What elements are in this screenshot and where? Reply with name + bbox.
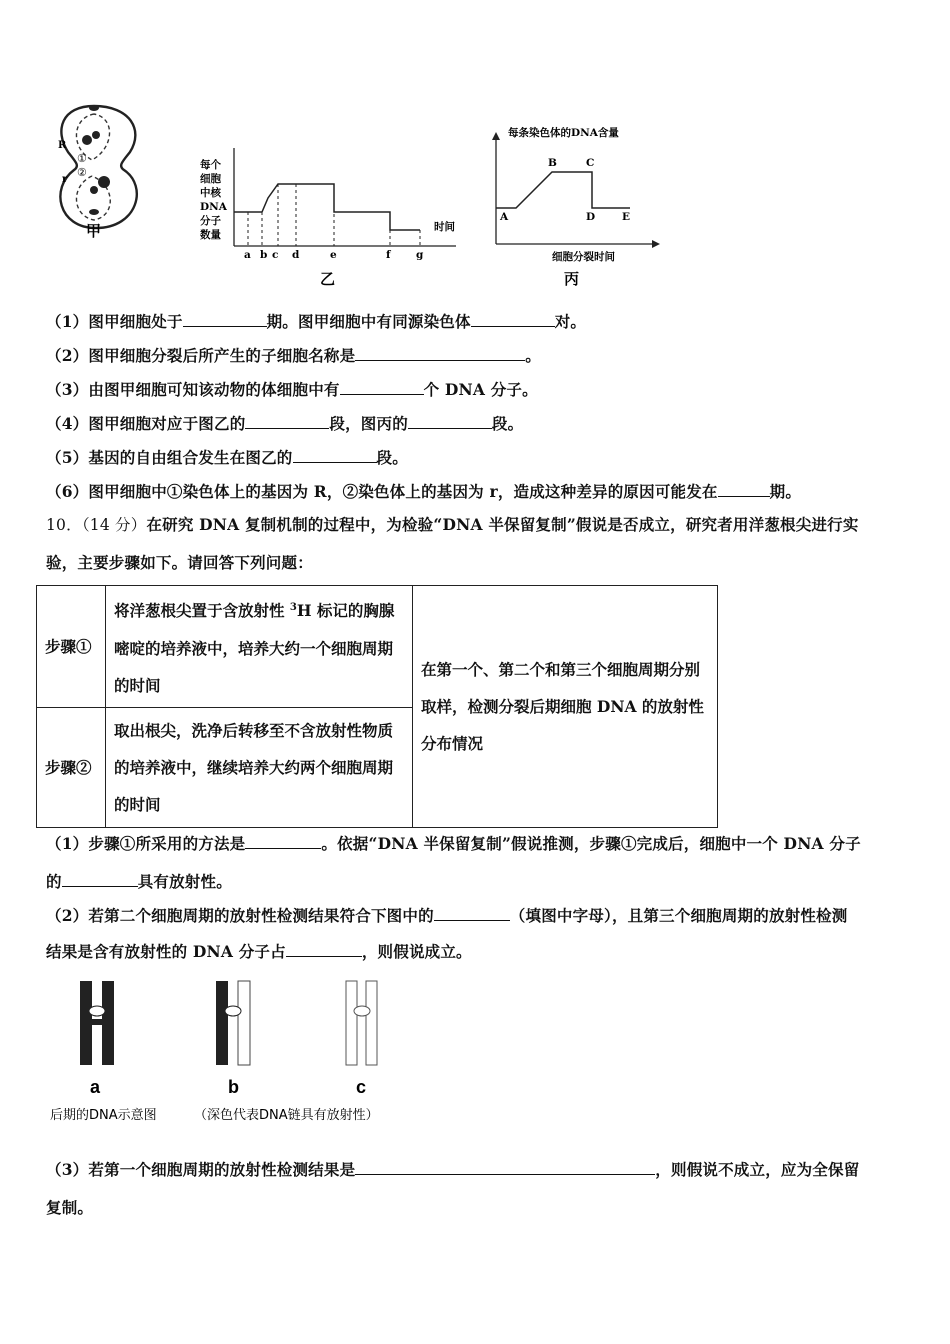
item-number: （2） xyxy=(46,346,89,365)
item-number: （6） xyxy=(46,482,89,501)
yi-tick-f: f xyxy=(386,249,391,261)
bing-point-D: D xyxy=(586,211,596,223)
step1-sup: 3 xyxy=(289,602,297,614)
bing-xlabel: 细胞分裂时间 xyxy=(552,251,615,263)
q10-part-2-line1 xyxy=(46,904,847,926)
answer-blank[interactable] xyxy=(471,312,555,327)
part-text: 结果是含有放射性的 DNA 分子占 xyxy=(46,942,286,961)
yi-ylabel-2: 细胞 xyxy=(200,173,221,185)
item-text: 基因的自由组合发生在图乙的 xyxy=(88,448,293,467)
intro-text: 在研究 DNA 复制机制的过程中，为检验“DNA 半保留复制”假说是否成立，研究者用洋葱根尖进行实 xyxy=(146,515,859,534)
q9-item-6 xyxy=(46,480,801,502)
item-number: （5） xyxy=(46,448,89,467)
bing-ylabel: 每条染色体的DNA含量 xyxy=(508,127,619,139)
q10-part-3-line1 xyxy=(46,1158,859,1180)
step1-text-b: H 标记的胸腺嘧啶的培养液中，培养大约一个细胞周期的时间 xyxy=(114,601,395,695)
part-text: （3）若第一个细胞周期的放射性检测结果是 xyxy=(46,1160,356,1179)
answer-blank[interactable] xyxy=(293,448,377,463)
figure-bing xyxy=(492,126,660,288)
part-text: 具有放射性。 xyxy=(137,872,232,891)
item-text: 图甲细胞中①染色体上的基因为 R，②染色体上的基因为 r，造成这种差异的原因可能发在 xyxy=(88,482,718,501)
figure-jia xyxy=(58,105,137,240)
q10-part-1-line2 xyxy=(46,870,232,892)
figure-row xyxy=(52,100,662,292)
yi-ylabel-1: 每个 xyxy=(200,159,221,171)
bing-caption: 丙 xyxy=(564,270,580,288)
q10-part-1-line1 xyxy=(46,832,861,854)
part-text: 。依据“DNA 半保留复制”假说推测，步骤①完成后，细胞中一个 DNA 分子 xyxy=(321,834,861,853)
item-text: 期。 xyxy=(769,482,802,501)
dna-caption-left: 后期的DNA示意图 xyxy=(50,1108,157,1123)
answer-blank[interactable] xyxy=(245,414,329,429)
yi-tick-a: a xyxy=(244,249,251,261)
item-number: （4） xyxy=(46,414,89,433)
answer-blank[interactable] xyxy=(355,1160,655,1175)
yi-ylabel-6: 数量 xyxy=(200,229,221,241)
answer-blank[interactable] xyxy=(408,414,492,429)
step2-text: 取出根尖，洗净后转移至不含放射性物质的培养液中，继续培养大约两个细胞周期的时间 xyxy=(106,708,413,828)
jia-label-R: R xyxy=(58,140,67,151)
question-score: （14 分） xyxy=(81,516,147,534)
step2-label: 步骤② xyxy=(37,708,106,828)
item-text: 图甲细胞处于 xyxy=(88,312,183,331)
q10-intro xyxy=(46,506,906,581)
item-text: 图甲细胞分裂后所产生的子细胞名称是 xyxy=(88,346,356,365)
q10-part-3-line2 xyxy=(46,1196,93,1218)
question-number: 10． xyxy=(46,516,82,534)
item-text: 。 xyxy=(525,346,541,365)
yi-ylabel-5: 分子 xyxy=(200,215,221,227)
q9-item-3 xyxy=(46,378,538,400)
yi-xlabel: 时间 xyxy=(434,221,455,233)
part-text: ，则假说不成立，应为全保留 xyxy=(655,1160,860,1179)
bing-point-C: C xyxy=(586,157,595,169)
dna-figure xyxy=(46,975,416,1135)
part-text: （2）若第二个细胞周期的放射性检测结果符合下图中的 xyxy=(46,906,434,925)
q9-item-1 xyxy=(46,310,586,332)
part-text: 的 xyxy=(46,872,62,891)
part-text: （填图中字母），且第三个细胞周期的放射性检测 xyxy=(509,906,848,925)
yi-tick-d: d xyxy=(292,249,300,261)
part-text: ，则假说成立。 xyxy=(361,942,472,961)
yi-caption: 乙 xyxy=(320,270,336,288)
dna-b xyxy=(216,981,250,1065)
dna-label-a: a xyxy=(90,1077,101,1097)
answer-blank[interactable] xyxy=(183,312,267,327)
yi-tick-c: c xyxy=(272,249,279,261)
dna-c xyxy=(346,981,377,1065)
dna-caption-right: （深色代表DNA链具有放射性） xyxy=(194,1108,379,1123)
item-text: 个 DNA 分子。 xyxy=(423,380,538,399)
yi-ylabel-3: 中核 xyxy=(200,187,221,199)
yi-tick-e: e xyxy=(330,249,337,261)
step1-text-a: 将洋葱根尖置于含放射性 xyxy=(114,601,290,621)
jia-label-1: ① xyxy=(77,152,87,165)
part-text: （1）步骤①所采用的方法是 xyxy=(46,834,246,853)
dna-label-b: b xyxy=(228,1077,239,1097)
answer-blank[interactable] xyxy=(286,942,362,957)
answer-blank[interactable] xyxy=(434,906,510,921)
answer-blank[interactable] xyxy=(355,346,525,361)
item-text: 由图甲细胞可知该动物的体细胞中有 xyxy=(88,380,340,399)
answer-blank[interactable] xyxy=(245,834,321,849)
part-text: 复制。 xyxy=(46,1198,94,1217)
jia-caption: 甲 xyxy=(86,222,102,240)
intro-text: 验，主要步骤如下。请回答下列问题： xyxy=(46,553,313,572)
q9-item-2 xyxy=(46,344,541,366)
jia-label-r: r xyxy=(62,174,68,185)
q9-item-5 xyxy=(46,446,408,468)
answer-blank[interactable] xyxy=(340,380,424,395)
item-text: 图甲细胞对应于图乙的 xyxy=(88,414,246,433)
q10-part-2-line2 xyxy=(46,940,472,962)
yi-tick-b: b xyxy=(260,249,268,261)
figure-yi xyxy=(199,148,456,288)
item-number: （1） xyxy=(46,312,89,331)
answer-blank[interactable] xyxy=(718,482,770,497)
bing-point-B: B xyxy=(548,157,557,169)
table-row xyxy=(37,586,718,708)
answer-blank[interactable] xyxy=(62,872,138,887)
step1-label: 步骤① xyxy=(37,586,106,708)
yi-ylabel-4: DNA xyxy=(200,201,227,213)
bing-point-E: E xyxy=(622,211,631,223)
dna-label-c: c xyxy=(356,1077,367,1097)
item-text: 段。 xyxy=(491,414,524,433)
item-text: 对。 xyxy=(554,312,587,331)
yi-tick-g: g xyxy=(416,249,424,261)
table-right-cell: 在第一个、第二个和第三个细胞周期分别取样，检测分裂后期细胞 DNA 的放射性分布情况 xyxy=(413,586,718,828)
dna-a xyxy=(80,981,114,1065)
steps-table xyxy=(36,585,718,828)
item-text: 段。 xyxy=(376,448,408,467)
jia-label-2: ② xyxy=(77,166,87,179)
item-text: 段，图丙的 xyxy=(329,414,408,433)
bing-point-A: A xyxy=(500,211,509,223)
q9-item-4 xyxy=(46,412,523,434)
item-number: （3） xyxy=(46,380,89,399)
step1-text xyxy=(106,586,413,708)
item-text: 期。图甲细胞中有同源染色体 xyxy=(266,312,471,331)
